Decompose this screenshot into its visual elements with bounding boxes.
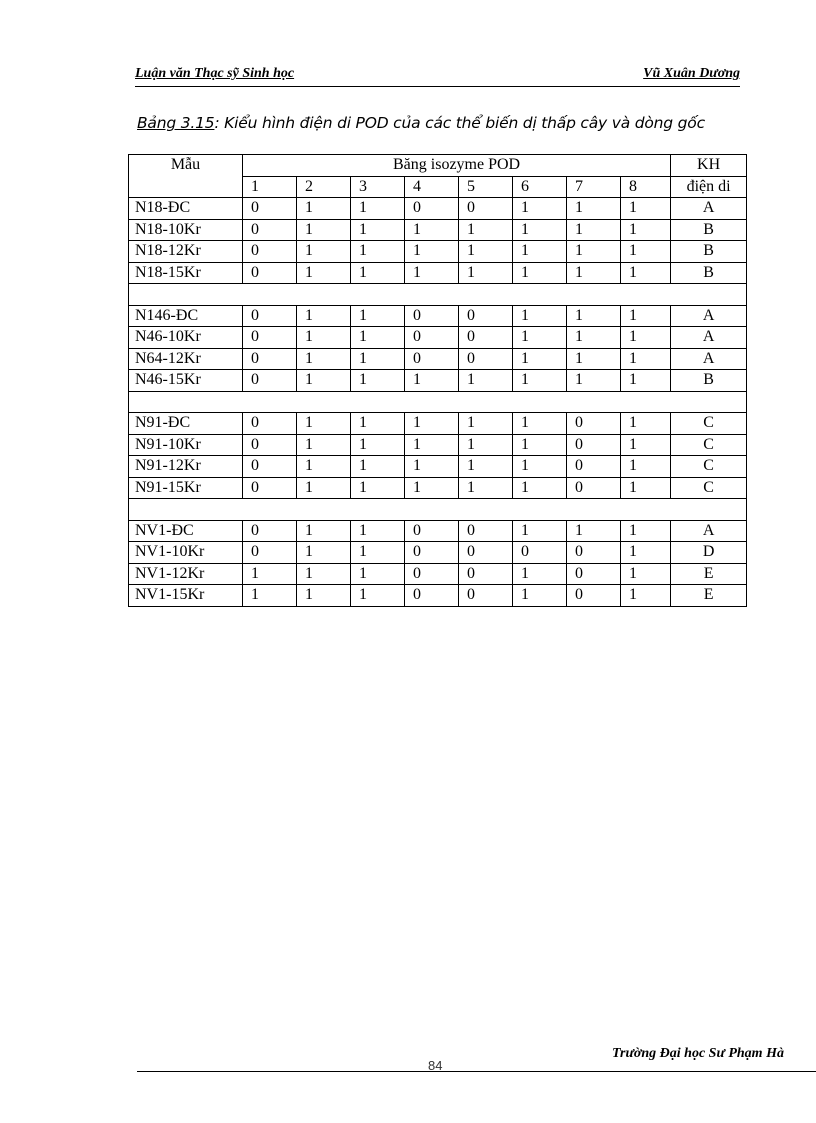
group-separator-row bbox=[129, 284, 747, 306]
band-value-cell: 1 bbox=[513, 520, 567, 542]
group-separator-cell bbox=[129, 284, 747, 306]
phenotype-cell: C bbox=[671, 413, 747, 435]
band-value-cell: 0 bbox=[459, 542, 513, 564]
band-value-cell: 1 bbox=[351, 563, 405, 585]
band-value-cell: 1 bbox=[513, 477, 567, 499]
band-value-cell: 1 bbox=[351, 413, 405, 435]
band-value-cell: 1 bbox=[513, 219, 567, 241]
band-value-cell: 1 bbox=[351, 219, 405, 241]
header-band-number: 4 bbox=[405, 176, 459, 198]
band-value-cell: 1 bbox=[351, 542, 405, 564]
band-value-cell: 1 bbox=[459, 241, 513, 263]
band-value-cell: 0 bbox=[243, 198, 297, 220]
band-value-cell: 1 bbox=[621, 413, 671, 435]
table-row bbox=[129, 520, 747, 542]
band-value-cell: 0 bbox=[405, 542, 459, 564]
band-value-cell: 1 bbox=[459, 456, 513, 478]
header-band-number: 5 bbox=[459, 176, 513, 198]
band-value-cell: 1 bbox=[513, 327, 567, 349]
sample-cell: N18-12Kr bbox=[129, 241, 243, 263]
band-value-cell: 0 bbox=[243, 477, 297, 499]
sample-cell: N64-12Kr bbox=[129, 348, 243, 370]
band-value-cell: 0 bbox=[243, 241, 297, 263]
header-band-number: 7 bbox=[567, 176, 621, 198]
band-value-cell: 0 bbox=[243, 542, 297, 564]
band-value-cell: 1 bbox=[297, 477, 351, 499]
phenotype-cell: E bbox=[671, 563, 747, 585]
band-value-cell: 1 bbox=[459, 434, 513, 456]
phenotype-cell: C bbox=[671, 434, 747, 456]
header-band-number: 1 bbox=[243, 176, 297, 198]
phenotype-cell: A bbox=[671, 348, 747, 370]
band-value-cell: 1 bbox=[621, 563, 671, 585]
table-row bbox=[129, 434, 747, 456]
band-value-cell: 1 bbox=[513, 413, 567, 435]
phenotype-cell: A bbox=[671, 198, 747, 220]
band-value-cell: 0 bbox=[459, 198, 513, 220]
band-value-cell: 1 bbox=[513, 241, 567, 263]
band-value-cell: 1 bbox=[297, 262, 351, 284]
band-value-cell: 0 bbox=[459, 585, 513, 607]
band-value-cell: 0 bbox=[567, 434, 621, 456]
band-value-cell: 1 bbox=[297, 563, 351, 585]
band-value-cell: 1 bbox=[351, 434, 405, 456]
table-caption-label: Bảng 3.15 bbox=[137, 114, 215, 132]
header-band-number: 6 bbox=[513, 176, 567, 198]
phenotype-cell: B bbox=[671, 219, 747, 241]
band-value-cell: 1 bbox=[513, 262, 567, 284]
band-value-cell: 0 bbox=[405, 305, 459, 327]
band-value-cell: 1 bbox=[297, 305, 351, 327]
group-separator-row bbox=[129, 391, 747, 413]
band-value-cell: 0 bbox=[405, 198, 459, 220]
band-value-cell: 1 bbox=[297, 585, 351, 607]
table-header-row bbox=[129, 155, 747, 177]
header-kh-line2: điện di bbox=[671, 176, 747, 198]
band-value-cell: 0 bbox=[567, 542, 621, 564]
band-value-cell: 1 bbox=[297, 542, 351, 564]
band-value-cell: 0 bbox=[405, 563, 459, 585]
table-row bbox=[129, 563, 747, 585]
band-value-cell: 1 bbox=[513, 434, 567, 456]
band-value-cell: 1 bbox=[297, 520, 351, 542]
band-value-cell: 1 bbox=[567, 520, 621, 542]
band-value-cell: 1 bbox=[405, 370, 459, 392]
band-value-cell: 1 bbox=[297, 370, 351, 392]
band-value-cell: 1 bbox=[513, 456, 567, 478]
band-value-cell: 0 bbox=[243, 348, 297, 370]
band-value-cell: 1 bbox=[459, 370, 513, 392]
band-value-cell: 0 bbox=[405, 520, 459, 542]
band-value-cell: 1 bbox=[621, 370, 671, 392]
sample-cell: N18-10Kr bbox=[129, 219, 243, 241]
band-value-cell: 0 bbox=[567, 477, 621, 499]
table-row bbox=[129, 413, 747, 435]
band-value-cell: 0 bbox=[459, 563, 513, 585]
sample-cell: N91-15Kr bbox=[129, 477, 243, 499]
band-value-cell: 1 bbox=[297, 327, 351, 349]
band-value-cell: 1 bbox=[297, 198, 351, 220]
band-value-cell: 1 bbox=[405, 477, 459, 499]
band-value-cell: 1 bbox=[567, 348, 621, 370]
header-band-number: 2 bbox=[297, 176, 351, 198]
band-value-cell: 1 bbox=[351, 520, 405, 542]
sample-cell: N146-ĐC bbox=[129, 305, 243, 327]
table-row bbox=[129, 348, 747, 370]
pod-isozyme-table bbox=[128, 154, 747, 607]
band-value-cell: 1 bbox=[513, 348, 567, 370]
phenotype-cell: A bbox=[671, 327, 747, 349]
sample-cell: NV1-15Kr bbox=[129, 585, 243, 607]
thesis-title: Luận văn Thạc sỹ Sinh học bbox=[135, 66, 295, 81]
band-value-cell: 1 bbox=[621, 542, 671, 564]
band-value-cell: 1 bbox=[351, 348, 405, 370]
band-value-cell: 1 bbox=[351, 477, 405, 499]
band-value-cell: 1 bbox=[621, 305, 671, 327]
sample-cell: NV1-10Kr bbox=[129, 542, 243, 564]
band-value-cell: 1 bbox=[297, 219, 351, 241]
band-value-cell: 1 bbox=[513, 585, 567, 607]
band-value-cell: 1 bbox=[297, 413, 351, 435]
page-number: 84 bbox=[428, 1058, 443, 1073]
band-value-cell: 0 bbox=[243, 413, 297, 435]
sample-cell: N91-10Kr bbox=[129, 434, 243, 456]
band-value-cell: 1 bbox=[567, 241, 621, 263]
phenotype-cell: E bbox=[671, 585, 747, 607]
phenotype-cell: B bbox=[671, 370, 747, 392]
table-row bbox=[129, 477, 747, 499]
table-row bbox=[129, 241, 747, 263]
band-value-cell: 1 bbox=[297, 434, 351, 456]
table-row bbox=[129, 370, 747, 392]
table-row bbox=[129, 198, 747, 220]
band-value-cell: 0 bbox=[513, 542, 567, 564]
header-kh-line1: KH bbox=[671, 155, 747, 177]
phenotype-cell: C bbox=[671, 477, 747, 499]
band-value-cell: 1 bbox=[621, 520, 671, 542]
band-value-cell: 0 bbox=[243, 262, 297, 284]
band-value-cell: 1 bbox=[621, 327, 671, 349]
table-row bbox=[129, 456, 747, 478]
band-value-cell: 1 bbox=[513, 370, 567, 392]
school-name: Trường Đại học Sư Phạm Hà bbox=[612, 1046, 784, 1061]
band-value-cell: 0 bbox=[459, 520, 513, 542]
table-row bbox=[129, 305, 747, 327]
phenotype-cell: B bbox=[671, 262, 747, 284]
band-value-cell: 0 bbox=[243, 219, 297, 241]
band-value-cell: 1 bbox=[621, 434, 671, 456]
band-value-cell: 1 bbox=[405, 219, 459, 241]
band-value-cell: 0 bbox=[567, 563, 621, 585]
band-value-cell: 0 bbox=[243, 370, 297, 392]
sample-cell: N18-15Kr bbox=[129, 262, 243, 284]
sample-cell: NV1-12Kr bbox=[129, 563, 243, 585]
band-value-cell: 1 bbox=[621, 348, 671, 370]
band-value-cell: 1 bbox=[513, 198, 567, 220]
band-value-cell: 0 bbox=[459, 348, 513, 370]
phenotype-cell: A bbox=[671, 305, 747, 327]
band-value-cell: 0 bbox=[243, 305, 297, 327]
sample-cell: N18-ĐC bbox=[129, 198, 243, 220]
band-value-cell: 1 bbox=[459, 413, 513, 435]
band-value-cell: 1 bbox=[351, 198, 405, 220]
band-value-cell: 1 bbox=[621, 219, 671, 241]
band-value-cell: 0 bbox=[243, 434, 297, 456]
band-value-cell: 1 bbox=[405, 456, 459, 478]
sample-cell: NV1-ĐC bbox=[129, 520, 243, 542]
phenotype-cell: D bbox=[671, 542, 747, 564]
header-band-number: 3 bbox=[351, 176, 405, 198]
sample-cell: N91-12Kr bbox=[129, 456, 243, 478]
band-value-cell: 0 bbox=[405, 348, 459, 370]
table-row bbox=[129, 585, 747, 607]
phenotype-cell: B bbox=[671, 241, 747, 263]
band-value-cell: 1 bbox=[351, 327, 405, 349]
header-band-group: Băng isozyme POD bbox=[243, 155, 671, 177]
band-value-cell: 0 bbox=[405, 585, 459, 607]
band-value-cell: 1 bbox=[351, 585, 405, 607]
band-value-cell: 1 bbox=[459, 477, 513, 499]
band-value-cell: 0 bbox=[243, 327, 297, 349]
band-value-cell: 0 bbox=[243, 520, 297, 542]
band-value-cell: 1 bbox=[297, 241, 351, 263]
table-row bbox=[129, 542, 747, 564]
band-value-cell: 1 bbox=[243, 563, 297, 585]
table-row bbox=[129, 219, 747, 241]
band-value-cell: 0 bbox=[405, 327, 459, 349]
band-value-cell: 1 bbox=[405, 413, 459, 435]
band-value-cell: 1 bbox=[351, 370, 405, 392]
band-value-cell: 1 bbox=[513, 563, 567, 585]
band-value-cell: 1 bbox=[351, 456, 405, 478]
band-value-cell: 1 bbox=[405, 241, 459, 263]
group-separator-cell bbox=[129, 499, 747, 521]
band-value-cell: 1 bbox=[621, 262, 671, 284]
header-band-number: 8 bbox=[621, 176, 671, 198]
band-value-cell: 1 bbox=[405, 262, 459, 284]
band-value-cell: 0 bbox=[243, 456, 297, 478]
band-value-cell: 1 bbox=[621, 198, 671, 220]
band-value-cell: 1 bbox=[567, 198, 621, 220]
table-row bbox=[129, 262, 747, 284]
band-value-cell: 1 bbox=[405, 434, 459, 456]
band-value-cell: 0 bbox=[567, 585, 621, 607]
footer-rule bbox=[137, 1071, 816, 1072]
band-value-cell: 1 bbox=[297, 456, 351, 478]
band-value-cell: 1 bbox=[621, 241, 671, 263]
band-value-cell: 1 bbox=[621, 477, 671, 499]
band-value-cell: 1 bbox=[243, 585, 297, 607]
band-value-cell: 1 bbox=[621, 585, 671, 607]
band-value-cell: 1 bbox=[459, 219, 513, 241]
band-value-cell: 1 bbox=[459, 262, 513, 284]
sample-cell: N46-10Kr bbox=[129, 327, 243, 349]
group-separator-row bbox=[129, 499, 747, 521]
band-value-cell: 1 bbox=[567, 262, 621, 284]
band-value-cell: 0 bbox=[459, 305, 513, 327]
author-name: Vũ Xuân Dương bbox=[643, 66, 740, 81]
group-separator-cell bbox=[129, 391, 747, 413]
table-caption-text: : Kiểu hình điện di POD của các thể biến dị thấp cây và dòng gốc bbox=[214, 114, 705, 132]
table-caption bbox=[137, 114, 705, 132]
band-value-cell: 1 bbox=[351, 262, 405, 284]
band-value-cell: 1 bbox=[567, 327, 621, 349]
sample-cell: N46-15Kr bbox=[129, 370, 243, 392]
phenotype-cell: A bbox=[671, 520, 747, 542]
table-row bbox=[129, 327, 747, 349]
band-value-cell: 1 bbox=[351, 241, 405, 263]
header-sample: Mẫu bbox=[129, 155, 243, 198]
band-value-cell: 0 bbox=[459, 327, 513, 349]
band-value-cell: 1 bbox=[567, 370, 621, 392]
band-value-cell: 1 bbox=[513, 305, 567, 327]
band-value-cell: 0 bbox=[567, 413, 621, 435]
sample-cell: N91-ĐC bbox=[129, 413, 243, 435]
band-value-cell: 1 bbox=[621, 456, 671, 478]
band-value-cell: 1 bbox=[567, 305, 621, 327]
band-value-cell: 1 bbox=[297, 348, 351, 370]
band-value-cell: 1 bbox=[351, 305, 405, 327]
table-body bbox=[129, 198, 747, 607]
phenotype-cell: C bbox=[671, 456, 747, 478]
page-header bbox=[135, 66, 740, 87]
band-value-cell: 1 bbox=[567, 219, 621, 241]
band-value-cell: 0 bbox=[567, 456, 621, 478]
